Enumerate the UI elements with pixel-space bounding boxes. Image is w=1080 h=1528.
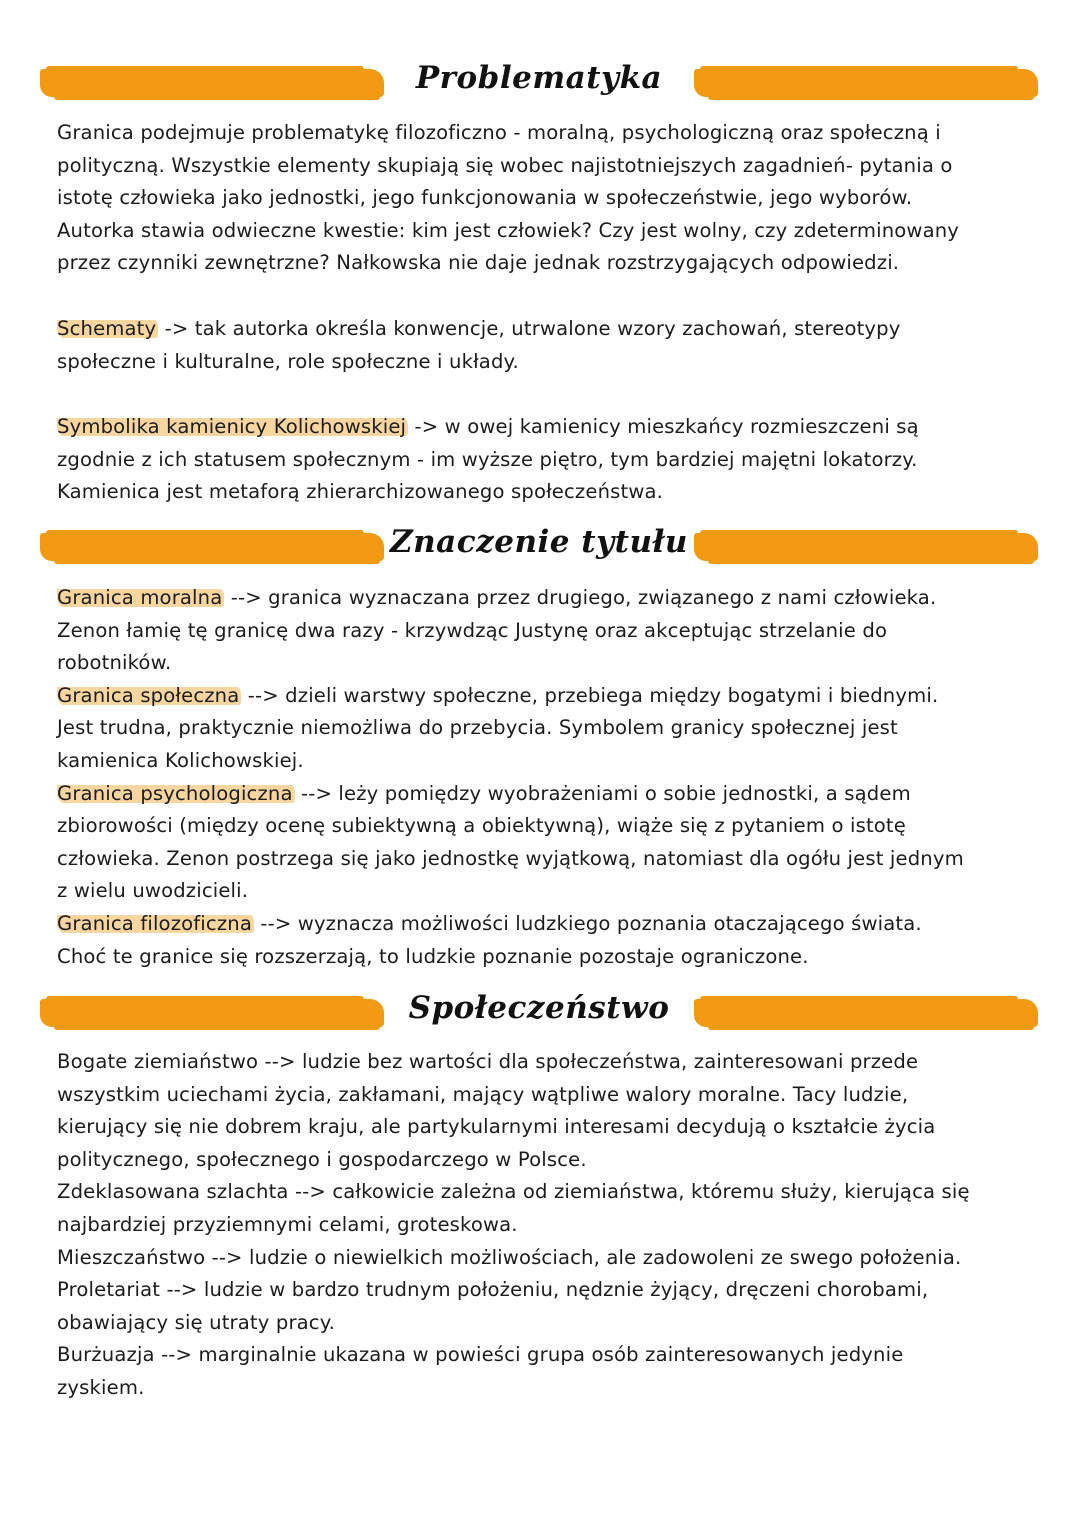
text-line: istotę człowieka jako jednostki, jego funkcjonowania w społeczeństwie, jego wyborów. <box>57 186 913 210</box>
text-line: Choć te granice się rozszerzają, to ludzkie poznanie pozostaje ograniczone. <box>57 944 809 968</box>
text-line: kamienica Kolichowskiej. <box>57 748 304 772</box>
text-line: Burżuazja --> marginalnie ukazana w powieści grupa osób zainteresowanych jedynie <box>57 1343 904 1367</box>
decorative-brush-stripe-right <box>694 69 1038 97</box>
text-line: Proletariat --> ludzie w bardzo trudnym położeniu, nędznie żyjący, dręczeni chorobami, <box>57 1278 929 1302</box>
text-line: Granica podejmuje problematykę filozoficzno - moralną, psychologiczną oraz społeczną i <box>57 121 941 144</box>
section-header-spoleczenstwo <box>0 988 1080 1038</box>
text-line: robotników. <box>57 651 172 675</box>
text-line: kierujący się nie dobrem kraju, ale partykularnymi interesami decydują o kształcie życia <box>57 1115 936 1139</box>
schematy-paragraph <box>57 313 1037 378</box>
text-line: zgodnie z ich statusem społecznym - im wyższe piętro, tym bardziej majętni lokatorzy. <box>57 447 918 471</box>
text-line: politycznego, społecznego i gospodarczego w Polsce. <box>57 1147 587 1171</box>
text-line <box>57 313 1037 346</box>
definition-text: -> tak autorka określa konwencje, utrwalone wzory zachowań, stereotypy <box>158 317 901 340</box>
text-line: najbardziej przyziemnymi celami, groteskowa. <box>57 1212 518 1236</box>
definition-text: --> granica wyznaczana przez drugiego, związanego z nami człowieka. <box>224 586 937 609</box>
text-line <box>57 680 1037 713</box>
text-line: Zdeklasowana szlachta --> całkowicie zależna od ziemiaństwa, któremu służy, kierująca się <box>57 1180 970 1204</box>
definition-text: --> dzieli warstwy społeczne, przebiega między bogatymi i biednymi. <box>241 683 939 707</box>
decorative-brush-stripe-left <box>40 533 384 561</box>
text-line <box>57 411 1037 444</box>
text-line: zyskiem. <box>57 1375 145 1399</box>
symbolika-paragraph <box>57 411 1037 509</box>
text-line: Jest trudna, praktycznie niemożliwa do przebycia. Symbolem granicy społecznej jest <box>57 716 898 740</box>
definition-text: --> wyznacza możliwości ludzkiego poznania otaczającego świata. <box>254 911 922 935</box>
definition-text: --> leży pomiędzy wyobrażeniami o sobie jednostki, a sądem <box>294 781 911 805</box>
decorative-brush-stripe-right <box>694 999 1038 1027</box>
text-line: zbiorowości (między ocenę subiektywną a obiektywną), wiąże się z pytaniem o istotę <box>57 814 906 838</box>
decorative-brush-stripe-left <box>40 69 384 97</box>
text-line <box>57 908 1037 941</box>
text-line: społeczne i kulturalne, role społeczne i układy. <box>57 349 519 373</box>
text-line: z wielu uwodzicieli. <box>57 879 249 903</box>
decorative-brush-stripe-right <box>694 533 1038 561</box>
definition-text: -> w owej kamienicy mieszkańcy rozmieszczeni są <box>408 415 919 438</box>
text-line: obawiający się utraty pracy. <box>57 1310 336 1334</box>
problematyka-intro <box>57 117 1037 280</box>
text-line: człowieka. Zenon postrzega się jako jednostkę wyjątkową, natomiast dla ogółu jest jednym <box>57 846 964 870</box>
highlighted-term: Granica moralna <box>57 586 223 609</box>
highlighted-term: Schematy <box>57 317 157 340</box>
spoleczenstwo-content <box>57 1046 1037 1405</box>
section-title: Społeczeństwo <box>408 990 670 1026</box>
section-header-problematyka <box>0 58 1080 108</box>
section-title: Problematyka <box>415 60 663 96</box>
highlighted-term: Granica psychologiczna <box>57 781 293 805</box>
text-line: polityczną. Wszystkie elementy skupiają się wobec najistotniejszych zagadnień- pytania o <box>57 153 953 177</box>
znaczenie-content <box>57 582 1037 973</box>
text-line <box>57 582 1037 615</box>
text-line: Mieszczaństwo --> ludzie o niewielkich możliwościach, ale zadowoleni ze swego położenia. <box>57 1245 962 1269</box>
highlighted-term: Granica społeczna <box>57 683 240 707</box>
text-line: Bogate ziemiaństwo --> ludzie bez wartości dla społeczeństwa, zainteresowani przede <box>57 1050 919 1073</box>
section-header-znaczenie-tytulu <box>0 522 1080 572</box>
section-title: Znaczenie tytułu <box>390 524 688 560</box>
highlighted-term: Symbolika kamienicy Kolichowskiej <box>57 415 407 438</box>
text-line: Autorka stawia odwieczne kwestie: kim jest człowiek? Czy jest wolny, czy zdeterminowany <box>57 218 960 242</box>
text-line <box>57 778 1037 811</box>
text-line: Kamienica jest metaforą zhierarchizowanego społeczeństwa. <box>57 480 664 504</box>
highlighted-term: Granica filozoficzna <box>57 911 252 935</box>
text-line: Zenon łamię tę granicę dwa razy - krzywdząc Justynę oraz akceptując strzelanie do <box>57 618 888 642</box>
decorative-brush-stripe-left <box>40 999 384 1027</box>
text-line: przez czynniki zewnętrzne? Nałkowska nie daje jednak rozstrzygających odpowiedzi. <box>57 251 900 275</box>
text-line: wszystkim uciechami życia, zakłamani, mający wątpliwe walory moralne. Tacy ludzie, <box>57 1082 909 1106</box>
